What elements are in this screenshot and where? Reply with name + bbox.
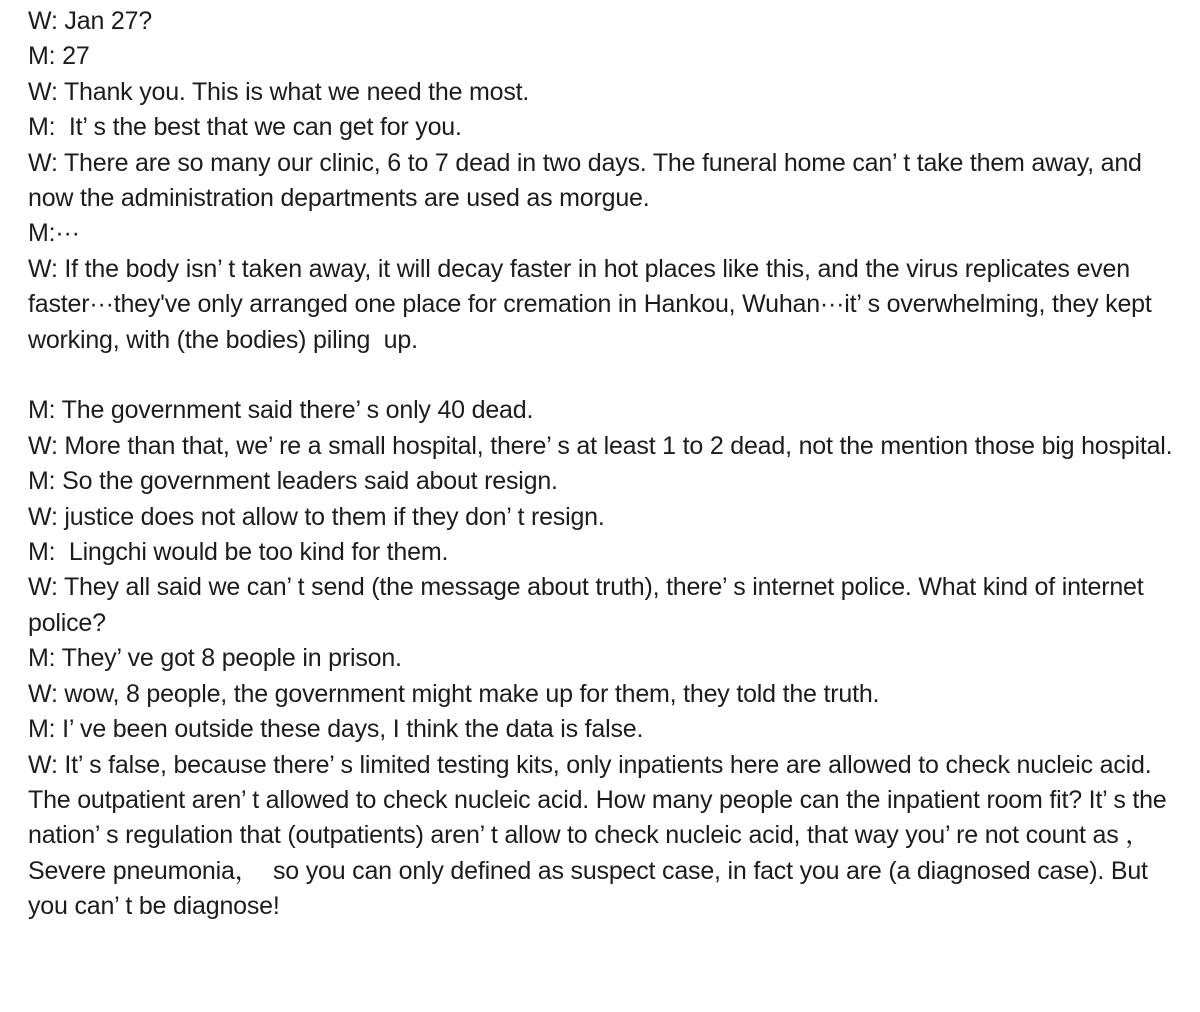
dialogue-line: M: The government said there’ s only 40 dead. bbox=[28, 396, 534, 425]
dialogue-line: W: wow, 8 people, the government might make up for them, they told the truth. bbox=[28, 679, 880, 708]
dialogue-line: M: 27 bbox=[28, 42, 90, 71]
dialogue-line: W: Jan 27? bbox=[28, 7, 153, 35]
dialogue-line: W: If the body isn’ t taken away, it will decay faster in hot places like this, and the virus replicates even faster···they've only arranged one place for cremation in Hankou, Wuhan···it’ s overwhelming, they kept working, with (the bodies) piling up. bbox=[28, 254, 1159, 354]
dialogue-line: W: Thank you. This is what we need the most. bbox=[28, 77, 530, 106]
dialogue-line: W: justice does not allow to them if they don’ t resign. bbox=[28, 502, 605, 531]
dialogue-line: M: Lingchi would be too kind for them. bbox=[28, 538, 449, 567]
dialogue-line: M: I’ ve been outside these days, I think the data is false. bbox=[28, 715, 644, 744]
dialogue-line: M: They’ ve got 8 people in prison. bbox=[28, 644, 402, 673]
dialogue-line: W: They all said we can’ t send (the message about truth), there’ s internet police. What kind of internet police? bbox=[28, 573, 1151, 637]
dialogue-line: W: There are so many our clinic, 6 to 7 dead in two days. The funeral home can’ t take them away, and now the administration departments are used as morgue. bbox=[28, 148, 1149, 213]
dialogue-line: M: It’ s the best that we can get for you. bbox=[28, 113, 462, 142]
dialogue-line: M: So the government leaders said about resign. bbox=[28, 467, 558, 496]
dialogue-line: W: More than that, we’ re a small hospital, there’ s at least 1 to 2 dead, not the mention those big hospital. bbox=[28, 431, 1173, 460]
transcript bbox=[28, 4, 1188, 925]
paragraph-gap bbox=[28, 358, 1188, 393]
dialogue-line: M:··· bbox=[28, 219, 80, 248]
dialogue-line: W: It’ s false, because there’ s limited testing kits, only inpatients here are allowed to check nucleic acid. The outpatient aren’ t allowed to check nucleic acid. How many people can the inpatient room fit? It’ s the nation’ s regulation that (outpatients) aren’ t allow to check nucleic acid, that way you’ re not count as ，Severe pneumonia， so you can only defined as suspect case, in fact you are (a diagnosed case). But you can’ t be diagnose! bbox=[28, 750, 1174, 921]
